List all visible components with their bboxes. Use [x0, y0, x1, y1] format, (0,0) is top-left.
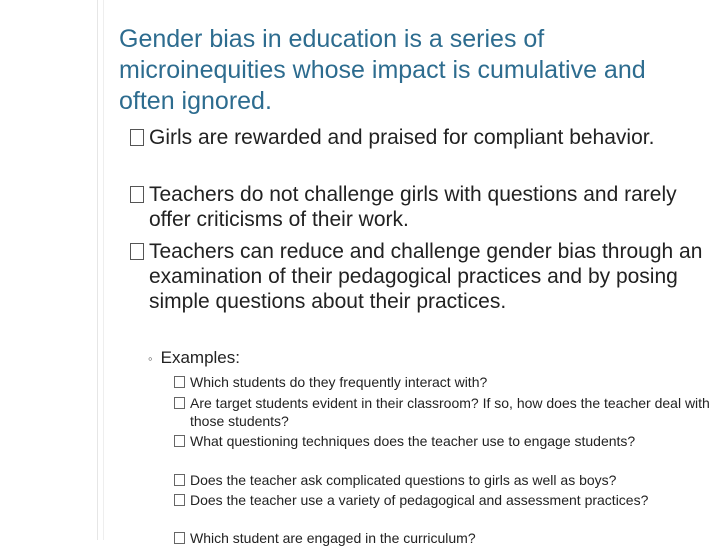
square-bullet-icon [130, 129, 144, 146]
square-bullet-icon [174, 435, 185, 447]
bullet-item [130, 182, 720, 232]
bullet-item [130, 239, 720, 314]
example-item [174, 530, 714, 548]
example-item [174, 374, 714, 392]
square-bullet-icon [174, 376, 185, 388]
example-item [174, 492, 714, 510]
bullet-item [130, 125, 720, 150]
example-text: What questioning techniques does the teacher use to engage students? [190, 433, 636, 449]
example-text: Which students do they frequently interact with? [190, 374, 488, 390]
square-bullet-icon [130, 186, 144, 203]
example-text: Does the teacher ask complicated questions to girls as well as boys? [190, 472, 617, 488]
square-bullet-icon [174, 532, 185, 544]
ring-bullet-icon: ◦ [148, 351, 153, 366]
example-item [174, 472, 714, 490]
example-text: Which student are engaged in the curriculum? [190, 530, 476, 546]
slide-title: Gender bias in education is a series of microinequities whose impact is cumulative and often ignored. [119, 25, 646, 115]
example-item [174, 433, 714, 451]
example-text: Does the teacher use a variety of pedagogical and assessment practices? [190, 492, 649, 508]
bullet-text: Teachers can reduce and challenge gender bias through an examination of their pedagogical practices and by posing simple questions about their practices. [149, 240, 703, 313]
bullet-text: Teachers do not challenge girls with questions and rarely offer criticisms of their work. [149, 183, 677, 231]
sub-bullet [148, 348, 240, 369]
example-text: Are target students evident in their classroom? If so, how does the teacher deal with those students? [190, 395, 710, 429]
slide-left-rule-inner [103, 0, 104, 540]
square-bullet-icon [174, 397, 185, 409]
square-bullet-icon [130, 243, 144, 260]
bullet-text: Girls are rewarded and praised for compliant behavior. [149, 126, 655, 149]
example-item [174, 395, 714, 430]
square-bullet-icon [174, 494, 185, 506]
slide-left-rule [97, 0, 98, 540]
square-bullet-icon [174, 474, 185, 486]
sub-bullet-text: Examples: [160, 348, 240, 367]
